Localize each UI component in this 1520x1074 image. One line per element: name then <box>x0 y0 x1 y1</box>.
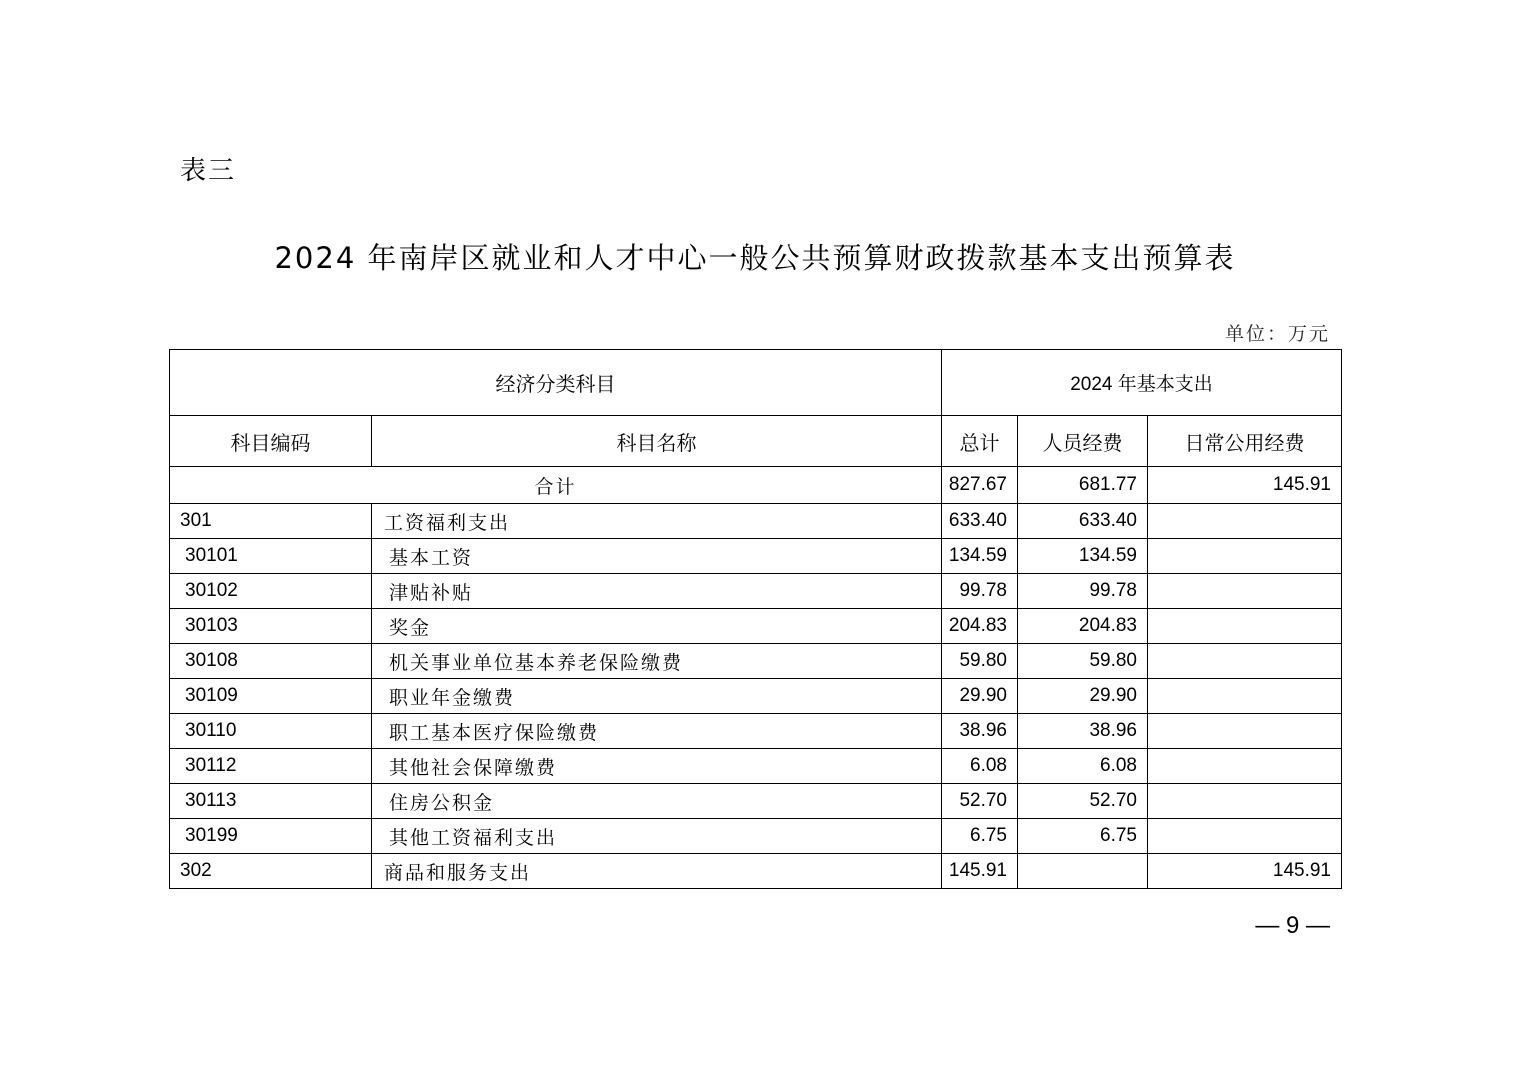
row-personnel: 99.78 <box>1018 574 1148 609</box>
row-personnel: 52.70 <box>1018 784 1148 819</box>
row-name: 奖金 <box>372 609 942 644</box>
row-public <box>1148 644 1342 679</box>
table-label: 表三 <box>180 156 237 186</box>
row-personnel: 633.40 <box>1018 504 1148 539</box>
row-public <box>1148 749 1342 784</box>
row-total: 633.40 <box>942 504 1018 539</box>
row-code: 30103 <box>170 609 372 644</box>
row-public <box>1148 819 1342 854</box>
row-public <box>1148 539 1342 574</box>
table-row <box>170 854 1342 889</box>
summary-label: 合计 <box>170 467 942 504</box>
header-row-group <box>170 350 1342 416</box>
row-code: 30112 <box>170 749 372 784</box>
table-row <box>170 749 1342 784</box>
row-total: 52.70 <box>942 784 1018 819</box>
row-code: 30102 <box>170 574 372 609</box>
row-total: 134.59 <box>942 539 1018 574</box>
row-personnel: 6.75 <box>1018 819 1148 854</box>
header-row-columns <box>170 416 1342 467</box>
header-basic-expenditure: 2024 年基本支出 <box>942 350 1342 416</box>
row-code: 30199 <box>170 819 372 854</box>
row-name: 职工基本医疗保险缴费 <box>372 714 942 749</box>
row-public: 145.91 <box>1148 854 1342 889</box>
row-personnel: 204.83 <box>1018 609 1148 644</box>
page-number: — 9 — <box>1255 912 1330 939</box>
row-public <box>1148 574 1342 609</box>
summary-total: 827.67 <box>942 467 1018 504</box>
table-row <box>170 644 1342 679</box>
table-row <box>170 539 1342 574</box>
row-total: 6.75 <box>942 819 1018 854</box>
row-total: 59.80 <box>942 644 1018 679</box>
table-row <box>170 819 1342 854</box>
row-code: 30109 <box>170 679 372 714</box>
row-total: 6.08 <box>942 749 1018 784</box>
row-name: 其他工资福利支出 <box>372 819 942 854</box>
row-name: 机关事业单位基本养老保险缴费 <box>372 644 942 679</box>
summary-row <box>170 467 1342 504</box>
row-name: 商品和服务支出 <box>372 854 942 889</box>
table-row <box>170 714 1342 749</box>
row-code: 30108 <box>170 644 372 679</box>
row-code: 302 <box>170 854 372 889</box>
header-personnel: 人员经费 <box>1018 416 1148 467</box>
row-name: 工资福利支出 <box>372 504 942 539</box>
row-personnel <box>1018 854 1148 889</box>
table-row <box>170 574 1342 609</box>
row-code: 301 <box>170 504 372 539</box>
row-personnel: 134.59 <box>1018 539 1148 574</box>
budget-table <box>169 349 1342 889</box>
table-row <box>170 504 1342 539</box>
table-row <box>170 609 1342 644</box>
row-public <box>1148 784 1342 819</box>
document-title: 2024 年南岸区就业和人才中心一般公共预算财政拨款基本支出预算表 <box>274 241 1236 275</box>
row-total: 29.90 <box>942 679 1018 714</box>
row-personnel: 6.08 <box>1018 749 1148 784</box>
summary-public: 145.91 <box>1148 467 1342 504</box>
table-row <box>170 784 1342 819</box>
summary-personnel: 681.77 <box>1018 467 1148 504</box>
row-name: 其他社会保障缴费 <box>372 749 942 784</box>
row-name: 基本工资 <box>372 539 942 574</box>
header-code: 科目编码 <box>170 416 372 467</box>
row-name: 职业年金缴费 <box>372 679 942 714</box>
row-personnel: 29.90 <box>1018 679 1148 714</box>
row-public <box>1148 504 1342 539</box>
row-total: 38.96 <box>942 714 1018 749</box>
row-public <box>1148 609 1342 644</box>
row-personnel: 38.96 <box>1018 714 1148 749</box>
row-public <box>1148 714 1342 749</box>
row-code: 30110 <box>170 714 372 749</box>
unit-note: 单位：万元 <box>1224 323 1330 345</box>
table-row <box>170 679 1342 714</box>
row-personnel: 59.80 <box>1018 644 1148 679</box>
row-total: 145.91 <box>942 854 1018 889</box>
row-code: 30113 <box>170 784 372 819</box>
row-name: 住房公积金 <box>372 784 942 819</box>
row-code: 30101 <box>170 539 372 574</box>
header-name: 科目名称 <box>372 416 942 467</box>
header-public: 日常公用经费 <box>1148 416 1342 467</box>
row-total: 99.78 <box>942 574 1018 609</box>
row-public <box>1148 679 1342 714</box>
header-economic-category: 经济分类科目 <box>170 350 942 416</box>
row-total: 204.83 <box>942 609 1018 644</box>
row-name: 津贴补贴 <box>372 574 942 609</box>
header-total: 总计 <box>942 416 1018 467</box>
